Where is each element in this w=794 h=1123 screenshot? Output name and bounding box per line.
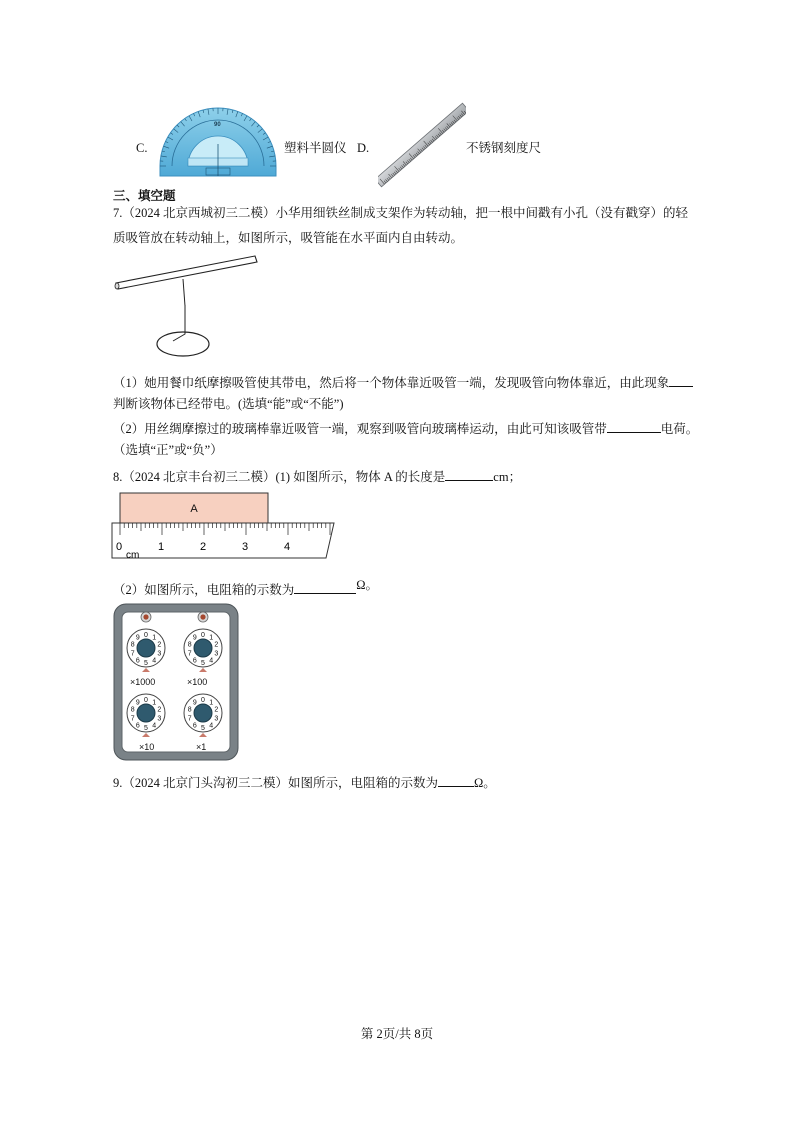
q7-stem-line2: 质吸管放在转动轴上，如图所示，吸管能在水平面内自由转动。 — [113, 231, 464, 245]
q7-stem-line1: 7.（2024 北京西城初三二模）小华用细铁丝制成支架作为转动轴，把一根中间戳有小孔（没有戳穿）的轻 — [113, 206, 689, 220]
q9-stem — [113, 773, 496, 791]
q7-part1-line2: 判断该物体已经带电。(选填“能”或“不能”) — [113, 397, 344, 411]
dial-digit: 1 — [209, 634, 214, 642]
dial-digit: 2 — [214, 706, 219, 714]
terminal-knob-center — [143, 614, 148, 619]
ruler-number-4: 4 — [284, 541, 291, 553]
dial-digit: 7 — [130, 650, 135, 658]
q8-part2 — [113, 580, 378, 598]
multiplier-x10: ×10 — [139, 742, 155, 752]
dial-digit: 5 — [144, 660, 148, 667]
ruler-number-3: 3 — [242, 541, 249, 553]
dial-digit: 5 — [201, 725, 205, 732]
multiplier-x100: ×100 — [187, 677, 208, 687]
multiplier-x1000: ×1000 — [130, 677, 156, 687]
q9-resistance-blank[interactable] — [438, 773, 474, 787]
q7-part2-blank[interactable] — [607, 419, 661, 433]
dial-digit: 9 — [192, 634, 197, 642]
protractor-90-label: 90 — [214, 122, 221, 128]
dial-digit: 6 — [135, 722, 140, 730]
resistance-box-figure — [112, 602, 240, 762]
dial-digit: 5 — [201, 660, 205, 667]
dial-digit: 3 — [157, 650, 162, 658]
dial-digit: 3 — [214, 715, 219, 723]
dial-digit: 2 — [157, 641, 162, 649]
ruler-unit-label: cm — [126, 550, 140, 561]
dial-digit: 8 — [187, 641, 192, 649]
dial-digit: 2 — [157, 706, 162, 714]
dial-digit: 8 — [130, 641, 135, 649]
q9-stem-text: 9.（2024 北京门头沟初三二模）如图所示，电阻箱的示数为 — [113, 776, 439, 790]
q8-stem-unit: cm； — [493, 470, 522, 484]
q7-part1-text: （1）她用餐巾纸摩擦吸管使其带电，然后将一个物体靠近吸管一端，发现吸管向物体靠近，由此现象 — [113, 376, 670, 390]
dial-digit: 0 — [144, 632, 148, 639]
dial-digit: 8 — [187, 706, 192, 714]
dial-digit: 8 — [130, 706, 135, 714]
q8-resistance-blank[interactable] — [294, 580, 356, 594]
dial-digit: 9 — [135, 699, 140, 707]
section-title: 三、填空题 — [113, 189, 176, 203]
option-c-letter: C. — [136, 141, 148, 155]
dial-digit: 6 — [192, 722, 197, 730]
dial-digit: 2 — [214, 641, 219, 649]
multiplier-x1: ×1 — [196, 742, 207, 752]
dial-digit: 6 — [192, 657, 197, 665]
option-c-label: 塑料半圆仪 — [284, 141, 347, 155]
dial-digit: 9 — [192, 699, 197, 707]
ruler-number-2: 2 — [200, 541, 207, 553]
option-d-letter: D. — [357, 141, 370, 155]
q8-stem — [113, 467, 521, 485]
option-d-label: 不锈钢刻度尺 — [466, 141, 542, 155]
dial-digit: 9 — [135, 634, 140, 642]
dial-digit: 4 — [209, 657, 214, 665]
protractor-image — [158, 104, 278, 182]
dial-digit: 4 — [209, 722, 214, 730]
q7-part2-line1 — [113, 419, 698, 437]
dial-knob — [137, 704, 155, 722]
dial-digit: 1 — [209, 699, 214, 707]
page-number: 第 2页/共 8页 — [360, 1027, 434, 1041]
dial-digit: 3 — [157, 715, 162, 723]
ruler-number-1: 1 — [158, 541, 165, 553]
q8-stem-text: 8.（2024 北京丰台初三二模）(1) 如图所示，物体 A 的长度是 — [113, 470, 446, 484]
q7-part1-blank[interactable] — [669, 373, 693, 387]
q8-part2-suffix: Ω。 — [356, 578, 379, 592]
q8-part2-text: （2）如图所示，电阻箱的示数为 — [113, 583, 295, 597]
straw-stand-figure — [112, 250, 262, 362]
dial-digit: 6 — [135, 657, 140, 665]
q7-part2-text: （2）用丝绸摩擦过的玻璃棒靠近吸管一端，观察到吸管向玻璃棒运动，由此可知该吸管带 — [113, 422, 607, 436]
dial-digit: 7 — [187, 715, 192, 723]
dial-digit: 4 — [152, 657, 157, 665]
steel-ruler-image — [378, 102, 466, 188]
dial-digit: 0 — [201, 697, 205, 704]
object-a-label: A — [190, 503, 198, 515]
q7-part2-line2: （选填“正”或“负”） — [113, 443, 223, 457]
dial-knob — [137, 639, 155, 657]
q7-part1-line1 — [113, 373, 693, 391]
dial-digit: 0 — [201, 632, 205, 639]
dial-digit: 0 — [144, 697, 148, 704]
dial-digit: 3 — [214, 650, 219, 658]
dial-digit: 4 — [152, 722, 157, 730]
dial-knob — [194, 639, 212, 657]
dial-digit: 5 — [144, 725, 148, 732]
length-ruler-figure — [110, 490, 340, 562]
dial-digit: 1 — [152, 699, 157, 707]
dial-digit: 7 — [130, 715, 135, 723]
q8-length-blank[interactable] — [445, 467, 493, 481]
q9-stem-suffix: Ω。 — [474, 776, 496, 790]
q7-part2-suffix: 电荷。 — [660, 422, 699, 436]
ruler-number-0: 0 — [116, 541, 123, 553]
dial-knob — [194, 704, 212, 722]
terminal-knob-center — [200, 614, 205, 619]
dial-digit: 1 — [152, 634, 157, 642]
dial-digit: 7 — [187, 650, 192, 658]
